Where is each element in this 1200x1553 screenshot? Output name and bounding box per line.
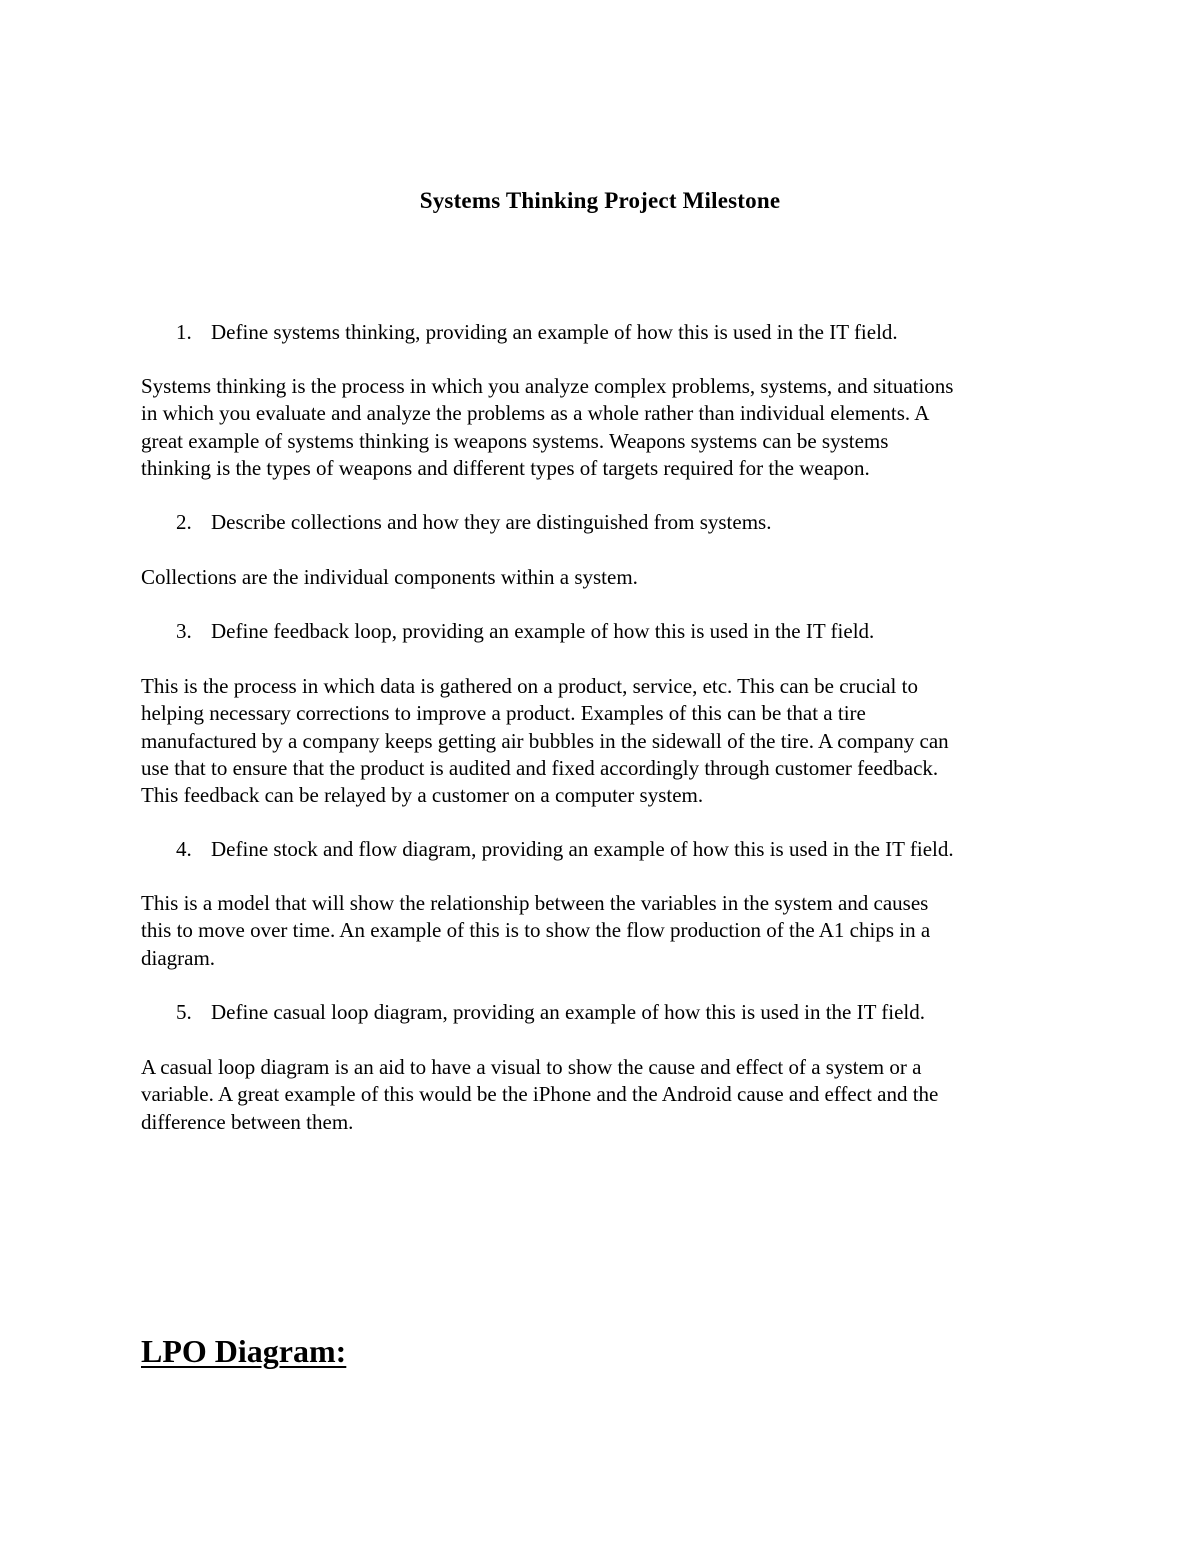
question-text: Define stock and flow diagram, providing an example of how this is used in the IT field. <box>211 837 954 861</box>
question-text: Define feedback loop, providing an example of how this is used in the IT field. <box>211 619 875 643</box>
question-number: 4. <box>176 837 192 861</box>
answer-1 <box>141 373 1066 482</box>
answer-line: diagram. <box>141 945 216 970</box>
answer-line: helping necessary corrections to improve a product. Examples of this can be that a tire <box>141 701 866 726</box>
question-5 <box>176 999 1076 1026</box>
question-text: Define systems thinking, providing an example of how this is used in the IT field. <box>211 320 898 344</box>
answer-line: variable. A great example of this would be the iPhone and the Android cause and effect and the <box>141 1082 939 1107</box>
question-1 <box>176 319 1076 346</box>
question-number: 3. <box>176 619 192 643</box>
answer-line: Systems thinking is the process in which you analyze complex problems, systems, and situations <box>141 374 954 398</box>
answer-2 <box>141 564 1066 591</box>
answer-5 <box>141 1054 1066 1136</box>
answer-line: thinking is the types of weapons and different types of targets required for the weapon. <box>141 455 870 480</box>
question-number: 5. <box>176 1000 192 1024</box>
answer-line: manufactured by a company keeps getting air bubbles in the sidewall of the tire. A company can <box>141 728 949 753</box>
answer-line: This is the process in which data is gathered on a product, service, etc. This can be crucial to <box>141 674 918 698</box>
question-number: 2. <box>176 510 192 534</box>
answer-line: Collections are the individual components within a system. <box>141 565 638 589</box>
lpo-diagram-heading: LPO Diagram: <box>141 1333 347 1369</box>
answer-line: This is a model that will show the relationship between the variables in the system and causes <box>141 891 929 915</box>
question-text: Define casual loop diagram, providing an example of how this is used in the IT field. <box>211 1000 926 1024</box>
answer-line: great example of systems thinking is weapons systems. Weapons systems can be systems <box>141 428 889 453</box>
question-3 <box>176 618 1076 645</box>
question-number: 1. <box>176 320 192 344</box>
question-2 <box>176 509 1076 536</box>
answer-line: A casual loop diagram is an aid to have a visual to show the cause and effect of a system or a <box>141 1055 922 1079</box>
answer-line: use that to ensure that the product is audited and fixed accordingly through customer feedback. <box>141 755 939 780</box>
question-4 <box>176 836 1076 863</box>
answer-4 <box>141 890 1066 972</box>
answer-line: difference between them. <box>141 1109 354 1134</box>
answer-line: in which you evaluate and analyze the problems as a whole rather than individual elements. A <box>141 401 930 426</box>
question-text: Describe collections and how they are distinguished from systems. <box>211 510 772 534</box>
answer-line: this to move over time. An example of this is to show the flow production of the A1 chips in a <box>141 918 931 943</box>
document-title: Systems Thinking Project Milestone <box>419 188 781 213</box>
answer-line: This feedback can be relayed by a customer on a computer system. <box>141 783 704 808</box>
answer-3 <box>141 673 1066 809</box>
